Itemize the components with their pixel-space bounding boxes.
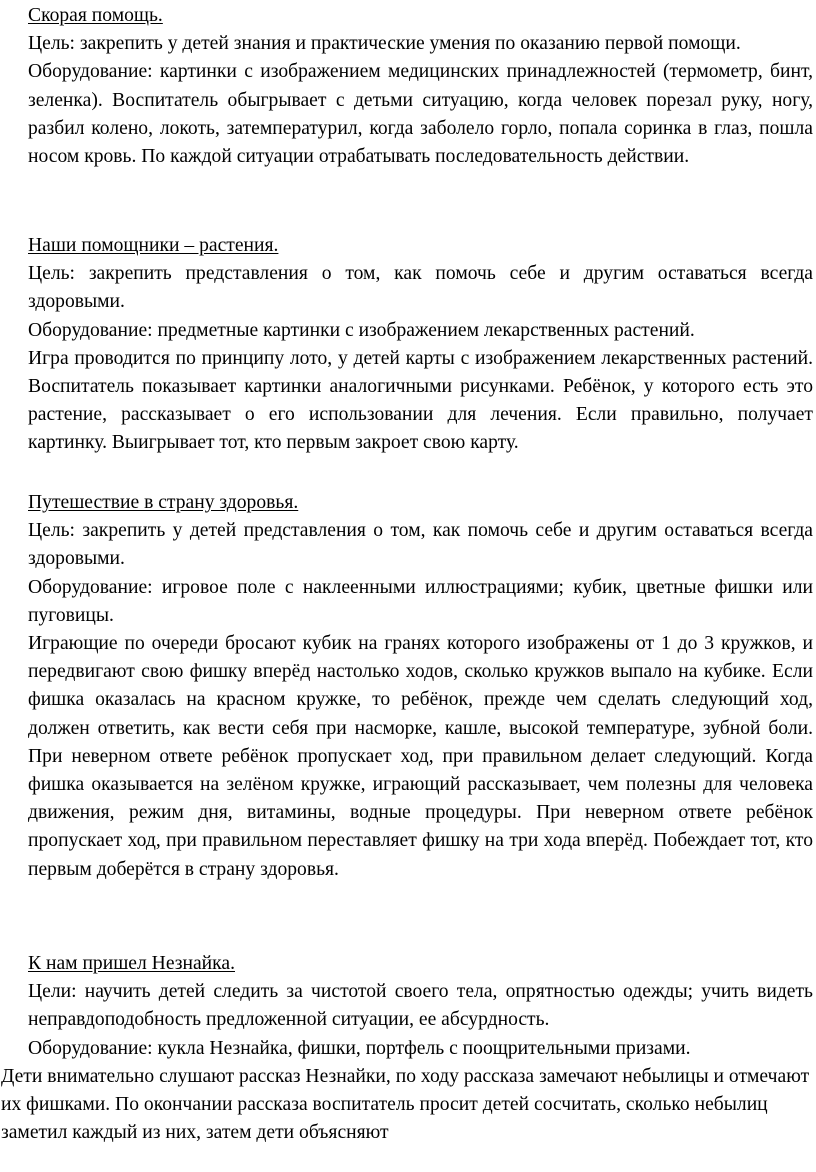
section-rules: Дети внимательно слушают рассказ Незнайки, по ходу рассказа замечают небылицы и отмечают их фишками. По окончании рассказа воспитатель просит детей сосчитать, сколько небылиц заметил каждый из них, затем дети объясняют xyxy=(1,1065,810,1144)
section-first-aid xyxy=(28,2,813,171)
section-equipment: Оборудование: картинки с изображением медицинских принадлежностей (термометр, бинт, зеленка). Воспитатель обыгрывает с детьми ситуацию, когда человек порезал руку, ногу, разбил колено, локоть, затемпературил, когда заболело горло, попала соринка в глаз, пошла носом кровь. По каждой ситуации отрабатывать последовательность действии. xyxy=(28,61,813,168)
section-title: К нам пришел Незнайка. xyxy=(28,953,235,974)
section-rules: Играющие по очереди бросают кубик на гранях которого изображены от 1 до 3 кружков, и передвигают свою фишку вперёд настолько ходов, сколько кружков выпало на кубике. Если фишка оказалась на красном кружке, то ребёнок, прежде чем сделать следующий ход, должен ответить, как вести себя при насморке, кашле, высокой температуре, зубной боли. При неверном ответе ребёнок пропускает ход, при правильном делает следующий. Когда фишка оказывается на зелёном кружке, играющий рассказывает, чем полезны для человека движения, режим дня, витамины, водные процедуры. При неверном ответе ребёнок пропускает ход, при правильном переставляет фишку на три хода вперёд. Побеждает тот, кто первым доберётся в страну здоровья. xyxy=(28,633,813,880)
section-neznaika xyxy=(1,950,813,1147)
section-equipment: Оборудование: игровое поле с наклеенными иллюстрациями; кубик, цветные фишки или пуговицы. xyxy=(28,576,813,626)
section-rules: Игра проводится по принципу лото, у детей карты с изображением лекарственных растений. Воспитатель показывает картинки аналогичными рисунками. Ребёнок, у которого есть это растение, рассказывает о его использовании для лечения. Если правильно, получает картинку. Выигрывает тот, кто первым закроет свою карту. xyxy=(28,347,813,454)
section-title: Наши помощники – растения. xyxy=(28,235,279,256)
section-plant-helpers xyxy=(28,232,813,458)
section-title: Путешествие в страну здоровья. xyxy=(28,492,299,513)
section-title: Скорая помощь. xyxy=(28,5,163,26)
section-goal: Цель: закрепить у детей представления о том, как помочь себе и другим оставаться всегда здоровыми. xyxy=(28,520,813,570)
section-equipment: Оборудование: предметные картинки с изображением лекарственных растений. xyxy=(28,319,695,341)
section-health-journey xyxy=(28,489,813,884)
section-equipment: Оборудование: кукла Незнайка, фишки, портфель с поощрительными призами. xyxy=(28,1037,691,1059)
section-goal: Цель: закрепить у детей знания и практические умения по оказанию первой помощи. xyxy=(28,33,741,55)
section-goal: Цель: закрепить представления о том, как помочь себе и другим оставаться всегда здоровыми. xyxy=(28,263,813,313)
section-goal: Цели: научить детей следить за чистотой своего тела, опрятностью одежды; учить видеть неправдоподобность предложенной ситуации, ее абсурдность. xyxy=(28,981,813,1031)
